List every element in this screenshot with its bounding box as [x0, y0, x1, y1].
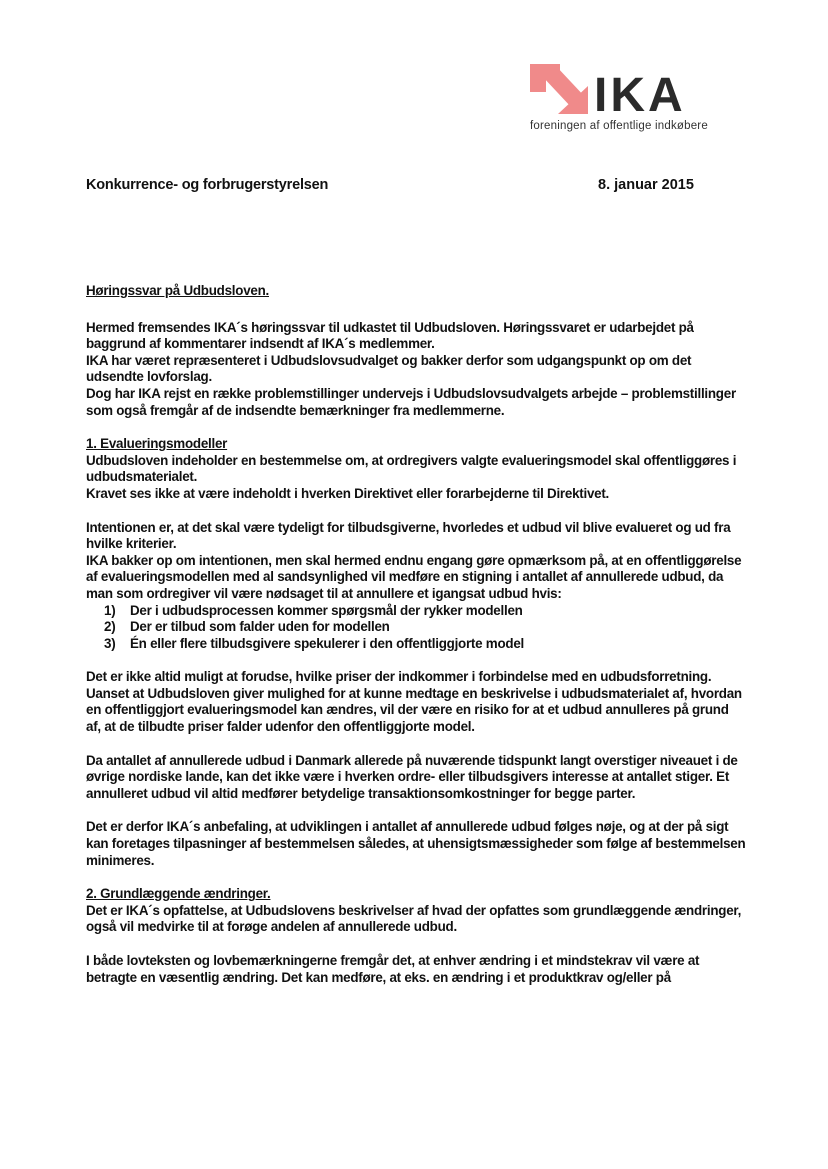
section1-heading: 1. Evalueringsmodeller: [86, 436, 228, 452]
intro-paragraph: Hermed fremsendes IKA´s høringssvar til udkastet til Udbudsloven. Høringssvaret er udarbejdet på baggrund af kommentarer indsendt af IKA´s medlemmer.: [86, 319, 694, 352]
paragraph: I både lovteksten og lovbemærkningerne fremgår det, at enhver ændring i et mindstekrav vil være at betragte en væsentlig ændring. Det kan medføre, at eks. en ændring i et produktkrav og/eller på: [86, 953, 700, 985]
paragraph: Da antallet af annullerede udbud i Danmark allerede på nuværende tidspunkt langt overstiger niveauet i de øvrige nordiske lande, kan det ikke være i hverken ordre- eller tilbudsgivers interesse at antallet stiger. Et annulleret udbud vil altid medfører betydelige transaktionsomkostninger for begge parter.: [86, 752, 738, 801]
intro-paragraph: Dog har IKA rejst en række problemstillinger undervejs i Udbudslovsudvalgets arbejde – problemstillinger som også fremgår af de indsendte bemærkninger fra medlemmerne.: [86, 385, 736, 418]
letter-body: [86, 283, 746, 986]
section2-heading: 2. Grundlæggende ændringer.: [86, 886, 271, 902]
list-number: 2): [104, 619, 116, 635]
recipient: Konkurrence- og forbrugerstyrelsen: [86, 177, 329, 193]
criteria-list: [86, 603, 746, 653]
ika-logo: [528, 62, 708, 142]
list-number: 1): [104, 602, 116, 618]
paragraph: Det er IKA´s opfattelse, at Udbudslovens beskrivelser af hvad der opfattes som grundlæggende ændringer, også vil medvirke til at forøge andelen af annullerede udbud.: [86, 902, 742, 935]
list-item: [86, 619, 746, 636]
logo-name: IKA: [594, 69, 686, 122]
arrow-logo-icon: [528, 62, 592, 120]
logo-tagline: foreningen af offentlige indkøbere: [530, 120, 708, 132]
list-text: Én eller flere tilbudsgivere spekulerer i den offentliggjorte model: [130, 635, 524, 651]
list-item: [86, 603, 746, 620]
list-text: Der i udbudsprocessen kommer spørgsmål der rykker modellen: [130, 602, 523, 618]
paragraph: Det er derfor IKA´s anbefaling, at udviklingen i antallet af annullerede udbud følges nøje, og at der på sigt kan foretages tilpasninger af bestemmelsen således, at uhensigtsmæssigheder som følge af bestemmelsen minimeres.: [86, 819, 746, 868]
list-number: 3): [104, 635, 116, 651]
letter-title: Høringssvar på Udbudsloven.: [86, 283, 269, 298]
list-item: [86, 636, 746, 653]
paragraph: Udbudsloven indeholder en bestemmelse om, at ordregivers valgte evalueringsmodel skal offentliggøres i udbudsmaterialet.: [86, 452, 737, 485]
paragraph: IKA bakker op om intentionen, men skal hermed endnu engang gøre opmærksom på, at en offentliggørelse af evalueringsmodellen med al sandsynlighed vil medføre en stigning i antallet af annullerede udbud, da man som ordregiver vil være nødsaget til at annullere et igangsat udbud hvis:: [86, 552, 742, 601]
paragraph: Intentionen er, at det skal være tydeligt for tilbudsgiverne, hvorledes et udbud vil blive evalueret og ud fra hvilke kriterier.: [86, 519, 731, 552]
list-text: Der er tilbud som falder uden for modellen: [130, 619, 390, 635]
letter-date: 8. januar 2015: [598, 177, 694, 193]
paragraph: Kravet ses ikke at være indeholdt i hverken Direktivet eller forarbejderne til Direktivet.: [86, 485, 610, 501]
intro-paragraph: IKA har været repræsenteret i Udbudslovsudvalget og bakker derfor som udgangspunkt op om det udsendte lovforslag.: [86, 352, 692, 385]
paragraph: Det er ikke altid muligt at forudse, hvilke priser der indkommer i forbindelse med en udbudsforretning. Uanset at Udbudsloven giver mulighed for at kunne medtage en beskrivelse i udbudsmaterialet af, hvordan en offentliggjort evalueringsmodel kan ændres, vil der være en risiko for at et udbud annulleres på grund af, at de tilbudte priser falder udenfor den offentliggjorte model.: [86, 669, 742, 735]
